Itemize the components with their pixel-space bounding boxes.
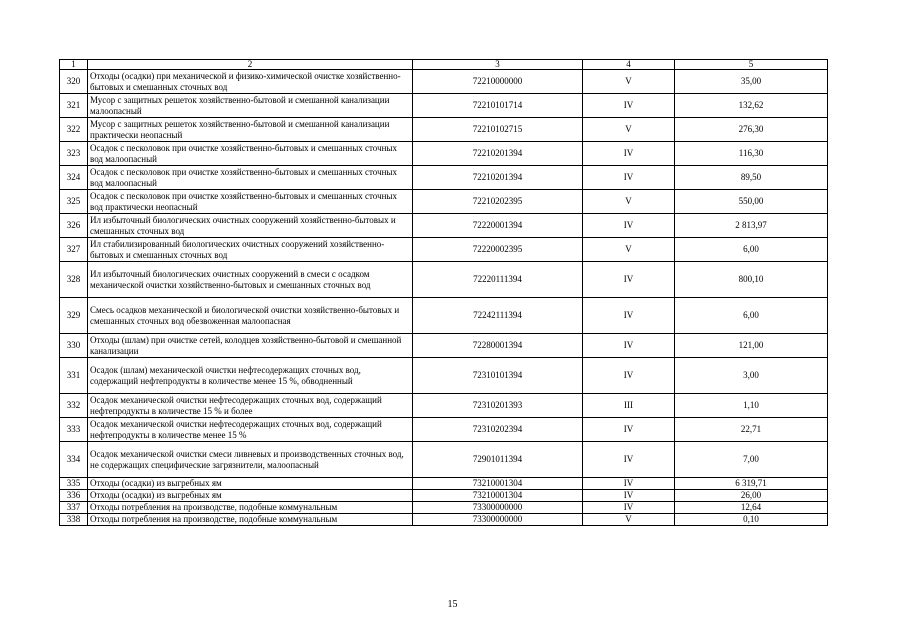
- table-row: [60, 418, 828, 442]
- waste-code: 72310201393: [413, 394, 583, 418]
- amount-value: 0,10: [675, 514, 828, 526]
- waste-code: 72280001394: [413, 334, 583, 358]
- table-row: [60, 490, 828, 502]
- row-number: 330: [60, 334, 88, 358]
- table-row: [60, 262, 828, 298]
- amount-value: 550,00: [675, 190, 828, 214]
- header-row: [60, 60, 828, 70]
- hazard-class: IV: [583, 142, 675, 166]
- header-cell-5: 5: [675, 60, 828, 70]
- amount-value: 800,10: [675, 262, 828, 298]
- hazard-class: IV: [583, 442, 675, 478]
- row-number: 323: [60, 142, 88, 166]
- hazard-class: V: [583, 514, 675, 526]
- waste-code: 72310101394: [413, 358, 583, 394]
- waste-code: 72210000000: [413, 70, 583, 94]
- waste-name: Отходы потребления на производстве, подобные коммунальным: [88, 514, 413, 526]
- waste-name: Ил избыточный биологических очистных сооружений в смеси с осадком механической очистки хозяйственно-бытовых и смешанных сточных вод: [88, 262, 413, 298]
- waste-code: 73300000000: [413, 514, 583, 526]
- table-row: [60, 142, 828, 166]
- table-row: [60, 514, 828, 526]
- hazard-class: IV: [583, 94, 675, 118]
- hazard-class: IV: [583, 298, 675, 334]
- header-cell-4: 4: [583, 60, 675, 70]
- amount-value: 121,00: [675, 334, 828, 358]
- row-number: 328: [60, 262, 88, 298]
- table-row: [60, 118, 828, 142]
- row-number: 329: [60, 298, 88, 334]
- row-number: 321: [60, 94, 88, 118]
- table-row: [60, 70, 828, 94]
- waste-name: Отходы (осадки) из выгребных ям: [88, 490, 413, 502]
- waste-name: Отходы потребления на производстве, подобные коммунальным: [88, 502, 413, 514]
- row-number: 331: [60, 358, 88, 394]
- table-row: [60, 394, 828, 418]
- row-number: 334: [60, 442, 88, 478]
- amount-value: 276,30: [675, 118, 828, 142]
- waste-code: 72210101714: [413, 94, 583, 118]
- hazard-class: V: [583, 118, 675, 142]
- row-number: 322: [60, 118, 88, 142]
- amount-value: 26,00: [675, 490, 828, 502]
- row-number: 338: [60, 514, 88, 526]
- amount-value: 6,00: [675, 298, 828, 334]
- amount-value: 12,64: [675, 502, 828, 514]
- hazard-class: V: [583, 238, 675, 262]
- table-row: [60, 238, 828, 262]
- waste-name: Мусор с защитных решеток хозяйственно-бытовой и смешанной канализации малоопасный: [88, 94, 413, 118]
- hazard-class: IV: [583, 418, 675, 442]
- hazard-class: IV: [583, 490, 675, 502]
- waste-name: Осадок (шлам) механической очистки нефтесодержащих сточных вод, содержащий нефтепродукты в количестве менее 15 %, обводненный: [88, 358, 413, 394]
- waste-name: Осадок механической очистки нефтесодержащих сточных вод, содержащий нефтепродукты в количестве 15 % и более: [88, 394, 413, 418]
- waste-name: Осадок механической очистки смеси ливневых и производственных сточных вод, не содержащих специфические загрязнители, малоопасный: [88, 442, 413, 478]
- row-number: 335: [60, 478, 88, 490]
- header-cell-1: 1: [60, 60, 88, 70]
- amount-value: 116,30: [675, 142, 828, 166]
- waste-code: 72210201394: [413, 142, 583, 166]
- table-row: [60, 334, 828, 358]
- amount-value: 3,00: [675, 358, 828, 394]
- amount-value: 2 813,97: [675, 214, 828, 238]
- waste-code: 72210202395: [413, 190, 583, 214]
- waste-code: 73210001304: [413, 478, 583, 490]
- row-number: 327: [60, 238, 88, 262]
- table-row: [60, 94, 828, 118]
- table-row: [60, 166, 828, 190]
- hazard-class: V: [583, 190, 675, 214]
- amount-value: 132,62: [675, 94, 828, 118]
- waste-code: 72220001394: [413, 214, 583, 238]
- amount-value: 22,71: [675, 418, 828, 442]
- amount-value: 6 319,71: [675, 478, 828, 490]
- hazard-class: IV: [583, 214, 675, 238]
- waste-code: 72242111394: [413, 298, 583, 334]
- row-number: 333: [60, 418, 88, 442]
- table-row: [60, 478, 828, 490]
- page-number: 15: [447, 599, 458, 610]
- waste-name: Отходы (осадки) при механической и физико-химической очистке хозяйственно-бытовых и смешанных сточных вод: [88, 70, 413, 94]
- waste-code: 72901011394: [413, 442, 583, 478]
- table-row: [60, 442, 828, 478]
- row-number: 336: [60, 490, 88, 502]
- table-row: [60, 298, 828, 334]
- waste-name: Отходы (осадки) из выгребных ям: [88, 478, 413, 490]
- row-number: 326: [60, 214, 88, 238]
- hazard-class: IV: [583, 166, 675, 190]
- row-number: 325: [60, 190, 88, 214]
- waste-name: Ил стабилизированный биологических очистных сооружений хозяйственно-бытовых и смешанных сточных вод: [88, 238, 413, 262]
- header-cell-3: 3: [413, 60, 583, 70]
- amount-value: 35,00: [675, 70, 828, 94]
- waste-name: Осадок механической очистки нефтесодержащих сточных вод, содержащий нефтепродукты в количестве менее 15 %: [88, 418, 413, 442]
- waste-name: Мусор с защитных решеток хозяйственно-бытовой и смешанной канализации практически неопасный: [88, 118, 413, 142]
- waste-table: [59, 59, 828, 526]
- table-row: [60, 214, 828, 238]
- hazard-class: IV: [583, 262, 675, 298]
- header-cell-2: 2: [88, 60, 413, 70]
- hazard-class: IV: [583, 358, 675, 394]
- waste-code: 72210102715: [413, 118, 583, 142]
- waste-code: 72220002395: [413, 238, 583, 262]
- hazard-class: IV: [583, 334, 675, 358]
- amount-value: 89,50: [675, 166, 828, 190]
- amount-value: 7,00: [675, 442, 828, 478]
- waste-name: Смесь осадков механической и биологической очистки хозяйственно-бытовых и смешанных сточных вод обезвоженная малоопасная: [88, 298, 413, 334]
- waste-name: Осадок с песколовок при очистке хозяйственно-бытовых и смешанных сточных вод малоопасный: [88, 166, 413, 190]
- waste-name: Отходы (шлам) при очистке сетей, колодцев хозяйственно-бытовой и смешанной канализации: [88, 334, 413, 358]
- hazard-class: V: [583, 70, 675, 94]
- waste-code: 72220111394: [413, 262, 583, 298]
- row-number: 337: [60, 502, 88, 514]
- hazard-class: III: [583, 394, 675, 418]
- waste-code: 73300000000: [413, 502, 583, 514]
- hazard-class: IV: [583, 478, 675, 490]
- waste-code: 72210201394: [413, 166, 583, 190]
- hazard-class: IV: [583, 502, 675, 514]
- row-number: 332: [60, 394, 88, 418]
- amount-value: 6,00: [675, 238, 828, 262]
- table-row: [60, 502, 828, 514]
- row-number: 320: [60, 70, 88, 94]
- waste-code: 72310202394: [413, 418, 583, 442]
- amount-value: 1,10: [675, 394, 828, 418]
- waste-name: Осадок с песколовок при очистке хозяйственно-бытовых и смешанных сточных вод практически неопасный: [88, 190, 413, 214]
- waste-name: Осадок с песколовок при очистке хозяйственно-бытовых и смешанных сточных вод малоопасный: [88, 142, 413, 166]
- table-row: [60, 358, 828, 394]
- waste-code: 73210001304: [413, 490, 583, 502]
- waste-name: Ил избыточный биологических очистных сооружений хозяйственно-бытовых и смешанных сточных вод: [88, 214, 413, 238]
- table-row: [60, 190, 828, 214]
- row-number: 324: [60, 166, 88, 190]
